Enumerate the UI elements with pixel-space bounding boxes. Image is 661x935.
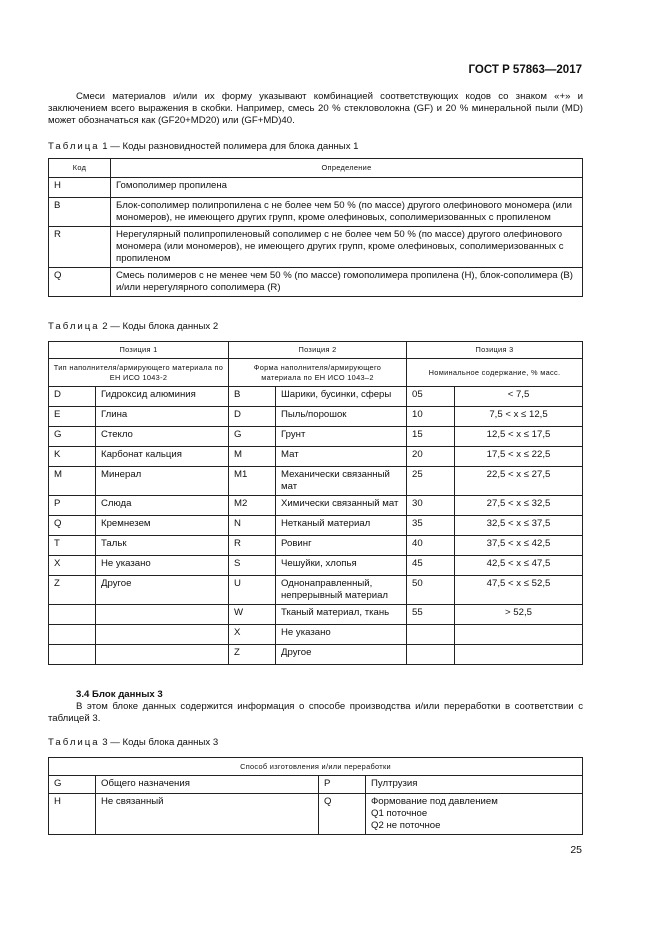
table2-filler-form: Чешуйки, хлопья [276,555,407,575]
table2-filler-form-code: M2 [229,495,276,515]
table2-filler-type-code [49,624,96,644]
table2-content-range: 22,5 < x ≤ 27,5 [455,467,583,496]
table3-method: Не связанный [96,794,319,835]
table2-group-position1: Позиция 1 [49,342,229,359]
table2-content-code: 25 [407,467,455,496]
table2-subheader-content: Номинальное содержание, % масс. [407,359,583,387]
table-row [49,407,583,427]
table2-filler-form-code: U [229,575,276,604]
table2-content-range: 37,5 < x ≤ 42,5 [455,535,583,555]
table2-filler-form-code: Z [229,644,276,664]
table2-filler-type [96,644,229,664]
table-row [49,604,583,624]
table3-caption-label: Таблица [48,737,100,748]
table3-method: Пултрузия [366,776,583,794]
table1-code: Q [49,267,111,296]
table2-content-range: 42,5 < x ≤ 47,5 [455,555,583,575]
table1-code: H [49,178,111,198]
table2-filler-form-code: M [229,447,276,467]
intro-paragraph: Смеси материалов и/или их форму указывают комбинацией соответствующих кодов со знаком «+» и заключением всего выражения в скобки. Например, смесь 20 % стекловолокна (GF) и 20 % минеральной пыли (MD) может обозначаться как (GF20+MD20) или (GF+MD)40. [48,91,583,126]
table2-filler-form: Мат [276,447,407,467]
table-row [49,794,583,835]
table2-filler-form: Пыль/порошок [276,407,407,427]
table2-filler-type-code: Z [49,575,96,604]
table-row [49,515,583,535]
table1-caption-text: 1 — Коды разновидностей полимера для блока данных 1 [102,141,359,152]
table2-filler-type-code [49,604,96,624]
table2-filler-type-code: T [49,535,96,555]
table-row [49,555,583,575]
table2-filler-type: Тальк [96,535,229,555]
table-row [49,447,583,467]
table2-content-range: 47,5 < x ≤ 52,5 [455,575,583,604]
table2-filler-type [96,624,229,644]
table2-filler-type-code: K [49,447,96,467]
table2-filler-form-code: M1 [229,467,276,496]
table2-content-code: 55 [407,604,455,624]
table2-content-code: 40 [407,535,455,555]
table2-subheader-filler-form: Форма наполнителя/армирующего материала по ЕН ИСО 1043–2 [229,359,407,387]
table2-content-code: 35 [407,515,455,535]
table-row [49,267,583,296]
table2-filler-type: Не указано [96,555,229,575]
document-id: ГОСТ Р 57863—2017 [468,64,582,76]
table2-group-position3: Позиция 3 [407,342,583,359]
table2-filler-form: Тканый материал, ткань [276,604,407,624]
table3-caption [48,737,218,749]
section-heading: 3.4 Блок данных 3 [76,689,163,700]
table2-filler-form: Не указано [276,624,407,644]
table2-content-range: 27,5 < x ≤ 32,5 [455,495,583,515]
table2-caption [48,321,218,333]
table2-content-range [455,624,583,644]
table-row [49,624,583,644]
table-row [49,644,583,664]
table2-filler-type: Стекло [96,427,229,447]
table2-filler-form: Механически связанный мат [276,467,407,496]
table2-filler-form: Другое [276,644,407,664]
table2-filler-form-code: W [229,604,276,624]
table-row [49,427,583,447]
table2-filler-form-code: B [229,387,276,407]
table1-code: R [49,226,111,267]
table2-filler-form: Нетканый материал [276,515,407,535]
table2-filler-form-code: N [229,515,276,535]
table2-content-code: 50 [407,575,455,604]
table2-content-code: 10 [407,407,455,427]
table2-filler-form: Шарики, бусинки, сферы [276,387,407,407]
table2-content-range: 32,5 < x ≤ 37,5 [455,515,583,535]
table1-header-code: Код [49,159,111,178]
table2-content-range: 12,5 < x ≤ 17,5 [455,427,583,447]
table-row [49,467,583,496]
table1-definition: Нерегулярный полипропиленовый сополимер с не более чем 50 % (по массе) другого олефинового мономера (или мономеров), не имеющего других групп, кроме олефиновых, сополимеризованных с пропиленом [111,226,583,267]
table2-filler-type: Карбонат кальция [96,447,229,467]
table2-filler-type-code [49,644,96,664]
table2-content-code: 05 [407,387,455,407]
table2-content-range: > 52,5 [455,604,583,624]
table2-filler-type: Глина [96,407,229,427]
table1-definition: Смесь полимеров с не менее чем 50 % (по массе) гомополимера пропилена (H), блок-сополимера (B) и/или нерегулярного сополимера (R) [111,267,583,296]
table2-filler-type-code: E [49,407,96,427]
table-row [49,226,583,267]
table2-subheader-filler-type: Тип наполнителя/армирующего материала по ЕН ИСО 1043-2 [49,359,229,387]
table2-content-code: 30 [407,495,455,515]
table2-content-range: 17,5 < x ≤ 22,5 [455,447,583,467]
table1-code: B [49,198,111,227]
table-row [49,776,583,794]
table2-filler-type: Другое [96,575,229,604]
table2-filler-form-code: R [229,535,276,555]
table2-filler-type-code: D [49,387,96,407]
table1-header-definition: Определение [111,159,583,178]
table-row [49,535,583,555]
table2-filler-type-code: G [49,427,96,447]
table2-filler-form-code: X [229,624,276,644]
table2-content-code: 15 [407,427,455,447]
table2-group-position2: Позиция 2 [229,342,407,359]
table2-filler-form-code: S [229,555,276,575]
table2-filler-type: Слюда [96,495,229,515]
table2-filler-type-code: P [49,495,96,515]
table1-caption [48,141,359,153]
table2-body [49,387,583,665]
table2-filler-type: Минерал [96,467,229,496]
table2-filler-type-code: X [49,555,96,575]
table2-caption-label: Таблица [48,321,100,332]
table2-filler-type-code: M [49,467,96,496]
table2-filler-form: Грунт [276,427,407,447]
table1-definition: Блок-сополимер полипропилена с не более чем 50 % (по массе) другого олефинового мономера (или мономеров), не имеющего других групп, кроме олефиновых, сополимеризованных с пропиленом [111,198,583,227]
table-row [49,178,583,198]
table2-filler-form-code: D [229,407,276,427]
table-row [49,575,583,604]
table2-content-code: 45 [407,555,455,575]
table2-filler-type: Гидроксид алюминия [96,387,229,407]
table2-filler-form: Химически связанный мат [276,495,407,515]
table2-filler-type [96,604,229,624]
table2-filler-form: Однонаправленный, непрерывный материал [276,575,407,604]
table2-content-code [407,644,455,664]
table3-method: Общего назначения [96,776,319,794]
table2-content-range: < 7,5 [455,387,583,407]
table2-content-range: 7,5 < x ≤ 12,5 [455,407,583,427]
table2-caption-text: 2 — Коды блока данных 2 [102,321,219,332]
table-row [49,387,583,407]
table3-code: H [49,794,96,835]
table2-filler-form-code: G [229,427,276,447]
table1-definition: Гомополимер пропилена [111,178,583,198]
table-row [49,495,583,515]
table3-code: G [49,776,96,794]
table2-content-range [455,644,583,664]
table3-code: Q [319,794,366,835]
table1 [48,158,583,297]
table2-filler-type: Кремнезем [96,515,229,535]
table2 [48,341,583,665]
table2-filler-form: Ровинг [276,535,407,555]
table3-header: Способ изготовления и/или переработки [49,758,583,776]
table2-content-code: 20 [407,447,455,467]
table3-caption-text: 3 — Коды блока данных 3 [102,737,219,748]
table3-method: Формование под давлением Q1 поточное Q2 не поточное [366,794,583,835]
section-paragraph: В этом блоке данных содержится информация о способе производства и/или переработки в соответствии с таблицей 3. [48,701,583,724]
table3-code: P [319,776,366,794]
table-row [49,198,583,227]
page-number: 25 [570,844,582,856]
table2-content-code [407,624,455,644]
table2-filler-type-code: Q [49,515,96,535]
table1-caption-label: Таблица [48,141,100,152]
table3 [48,757,583,835]
